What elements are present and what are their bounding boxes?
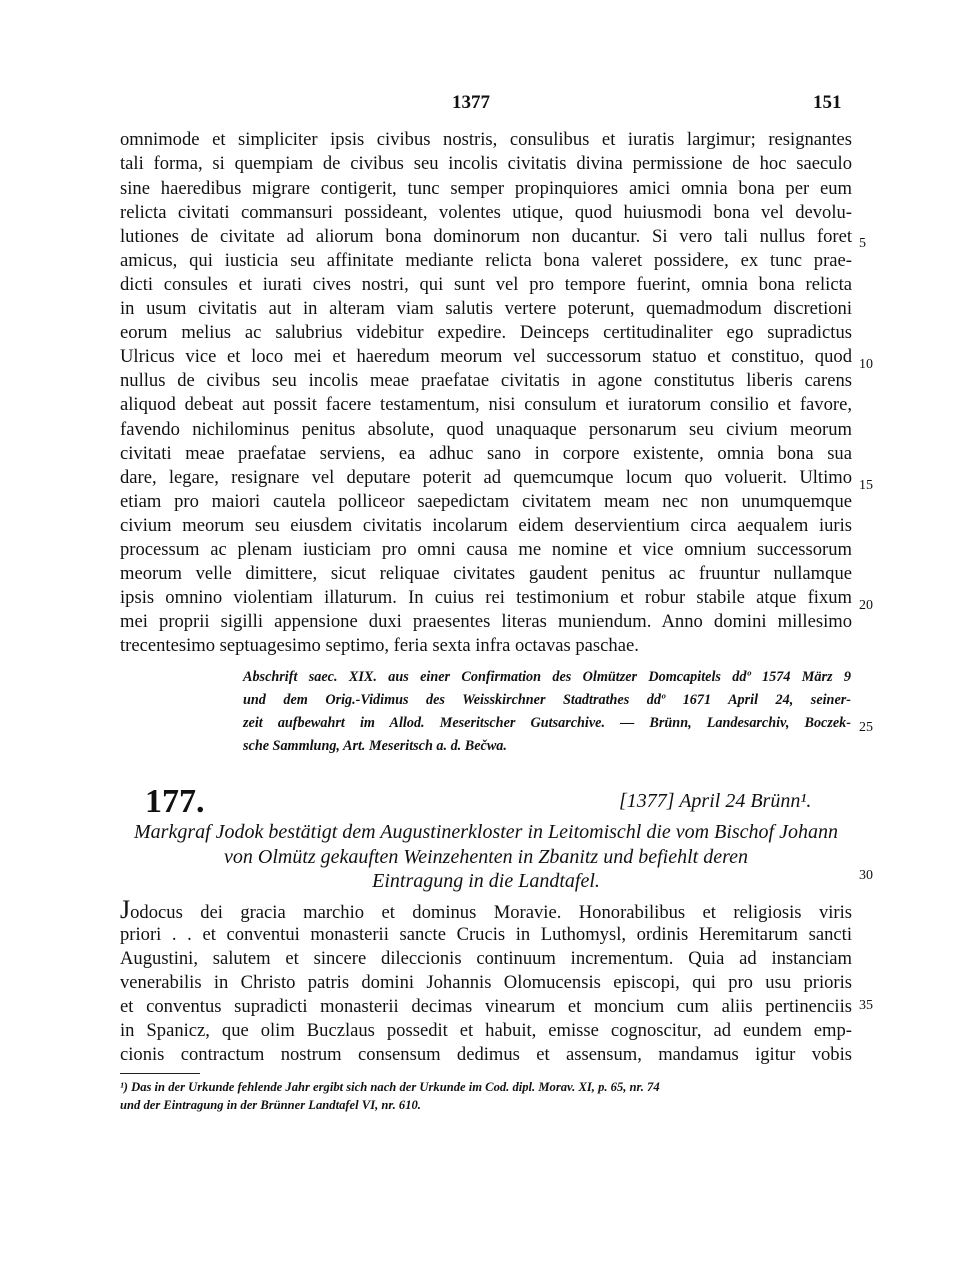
line-number: 25: [859, 720, 873, 735]
running-header-year: 1377: [452, 92, 490, 113]
text-line: et conventus supradicti monasterii decimas vinearum et moncium cum aliis pertinenciis: [120, 996, 852, 1017]
text-line: ipsis omnino violentiam illaturum. In cuius rei testimonium et robur stabile atque fixum: [120, 587, 852, 608]
text-line: in usum civitatis aut in alteram viam salutis vertere poterunt, quemadmodum discretioni: [120, 298, 852, 319]
text-line: etiam pro maiori cautela polliceor saepedictam civitatem meam nec non unumquemque: [120, 491, 852, 512]
text-line: venerabilis in Christo patris domini Johannis Olomucensis episcopi, qui pro usu prioris: [120, 972, 852, 993]
text-line: mei proprii sigilli appensione duxi praesentes literas muniendum. Anno domini millesimo: [120, 611, 852, 632]
footnote-rule: [120, 1073, 200, 1074]
text-line: aliquod debeat aut possit facere testamentum, nisi consulum et iuratorum consilio et favore,: [120, 394, 852, 415]
regest-line: von Olmütz gekauften Weinzehenten in Zbanitz und befiehlt deren: [224, 846, 748, 868]
source-note-line: zeit aufbewahrt im Allod. Meseritscher Gutsarchive. — Brünn, Landesarchiv, Boczek-: [243, 715, 851, 731]
text-line: nullus de civibus seu incolis meae praefatae civitatis in agone constitutus liberis carens: [120, 370, 852, 391]
text-line: eorum melius ac salubrius videbitur expedire. Deinceps certitudinaliter ego supradictus: [120, 322, 852, 343]
text-line: civium meorum seu eiusdem civitatis incolarum eidem deservientium circa aequalem iuris: [120, 515, 852, 536]
text-line: omnimode et simpliciter ipsis civibus nostris, consulibus et iuratis largimur; resignantes: [120, 129, 852, 150]
text-line: lutiones de civitate ad aliorum bona dominorum non ducantur. Si vero tali nullus foret: [120, 226, 852, 247]
footnote-line: und der Eintragung in der Brünner Landtafel VI, nr. 610.: [120, 1098, 421, 1112]
regest-line: Eintragung in die Landtafel.: [372, 870, 600, 892]
document-number: 177.: [145, 783, 205, 820]
line-number: 20: [859, 598, 873, 613]
text-line: in Spanicz, que olim Buczlaus possedit et habuit, emisse cognoscitur, ad eundem emp-: [120, 1020, 852, 1041]
line-number: 10: [859, 357, 873, 372]
line-number: 5: [859, 236, 866, 251]
source-note-line: Abschrift saec. XIX. aus einer Confirmation des Olmützer Domcapitels ddº 1574 März 9: [243, 669, 851, 685]
text-line: amicus, qui iusticia seu affinitate mediante relicta bona valeret possidere, ex tunc prae-: [120, 250, 852, 271]
text-line: Ulricus vice et loco mei et haeredum meorum vel successorum statuo et constituo, quod: [120, 346, 852, 367]
initial-letter: J: [120, 895, 131, 924]
text-line: civitati meae praefatae serviens, ea adhuc sano in corpore existente, omnia bona sua: [120, 443, 852, 464]
text-line: dicti consules et iurati cives nostri, qui sunt vel pro tempore fuerint, omnia bona relicta: [120, 274, 852, 295]
text-line: Augustini, salutem et sincere dileccionis continuum incrementum. Quia ad instanciam: [120, 948, 852, 969]
text-line: priori . . et conventui monasterii sancte Crucis in Luthomysl, ordinis Heremitarum sancti: [120, 924, 852, 945]
line-number: 35: [859, 998, 873, 1013]
text-line: sine haeredibus migrare contigerit, tunc semper propinquiores amici omnia bona per eum: [120, 178, 852, 199]
line-number: 15: [859, 478, 873, 493]
text-line: meorum velle dimittere, sicut reliquae civitates gaudent penitus ac fruuntur nullamque: [120, 563, 852, 584]
text-line: relicta civitati commansuri possideant, volentes utique, quod huiusmodi bona vel devolu-: [120, 202, 852, 223]
text-line-first-rest: odocus dei gracia marchio et dominus Moravie. Honorabilibus et religiosis viris: [130, 902, 852, 923]
regest-line: Markgraf Jodok bestätigt dem Augustinerkloster in Leitomischl die vom Bischof Johann: [134, 821, 838, 843]
line-number: 30: [859, 868, 873, 883]
document-date-place: [1377] April 24 Brünn¹.: [619, 790, 812, 812]
source-note-line: sche Sammlung, Art. Meseritsch a. d. Bečwa.: [243, 738, 507, 754]
footnote-line: ¹) Das in der Urkunde fehlende Jahr ergibt sich nach der Urkunde im Cod. dipl. Morav. XI, p. 65, nr. 74: [120, 1080, 660, 1094]
source-note-line: und dem Orig.-Vidimus des Weisskirchner Stadtrathes ddº 1671 April 24, seiner-: [243, 692, 851, 708]
text-line-first: [120, 895, 852, 925]
text-line: processum ac plenam iusticiam pro omni causa me nomine et vice omnium successorum: [120, 539, 852, 560]
text-line: tali forma, si quempiam de civibus seu incolis civitatis divina permissione de hoc saeculo: [120, 153, 852, 174]
page-number: 151: [813, 92, 842, 113]
text-line: cionis contractum nostrum consensum dedimus et assensum, mandamus igitur vobis: [120, 1044, 852, 1065]
text-line: favendo nichilominus penitus absolute, quod unaquaque personarum seu civium meorum: [120, 419, 852, 440]
text-line: trecentesimo septuagesimo septimo, feria sexta infra octavas paschae.: [120, 635, 639, 656]
text-line: dare, legare, resignare vel deputare poterit ad quemcumque locum quo voluerit. Ultimo: [120, 467, 852, 488]
